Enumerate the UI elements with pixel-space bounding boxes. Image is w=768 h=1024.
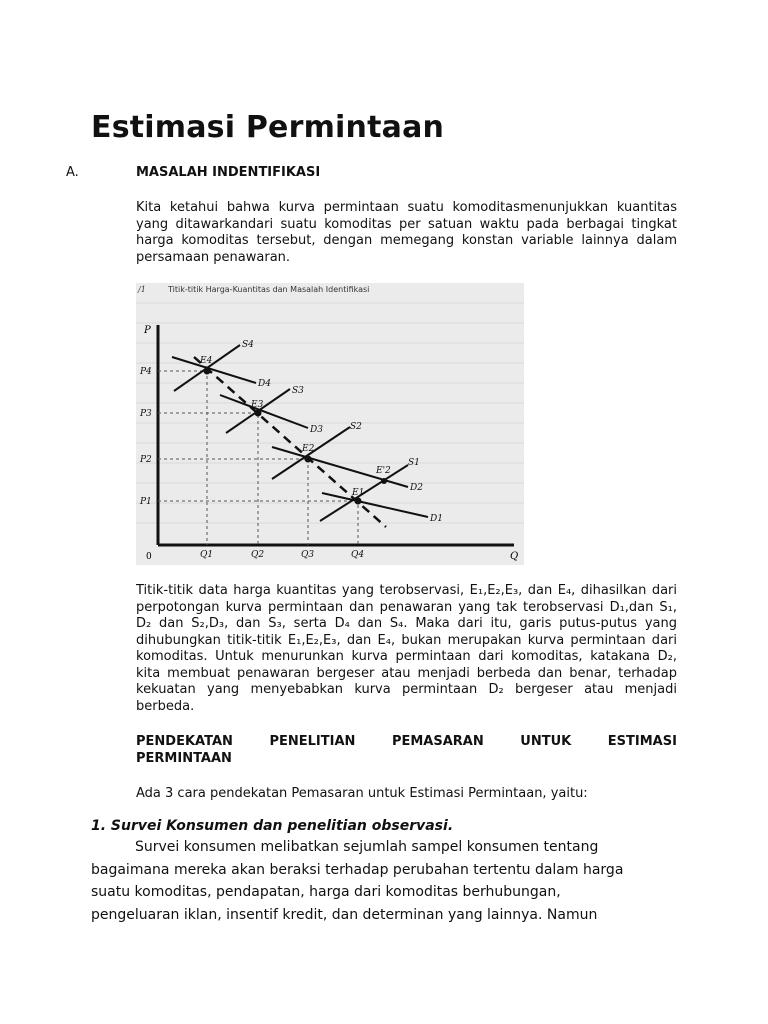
label-e4: E4: [200, 356, 213, 366]
figure-graph: [136, 283, 524, 565]
section-heading-2: [136, 734, 677, 767]
origin-label: 0: [146, 552, 152, 562]
heading2-word-5: ESTIMASI: [607, 734, 677, 749]
label-s3: S3: [292, 386, 304, 396]
paragraph-1: Kita ketahui bahwa kurva permintaan suatu komoditasmenunjukkan kuantitas yang ditawarkandari suatu komoditas per satuan waktu pada berbagai tingkat harga komoditas tersebut, dengan memegang konstan variable lainnya dalam persamaan penawaran.: [136, 200, 677, 265]
heading2-line-2: PERMINTAAN: [136, 750, 232, 766]
page-title: Estimasi Permintaan: [91, 110, 445, 145]
heading2-word-3: PEMASARAN: [391, 734, 484, 749]
label-d1: D1: [430, 514, 443, 524]
tick-q4: Q4: [351, 550, 365, 560]
section-letter: A.: [66, 165, 79, 180]
section-heading: MASALAH INDENTIFIKASI: [136, 165, 321, 180]
paragraph-3: Ada 3 cara pendekatan Pemasaran untuk Estimasi Permintaan, yaitu:: [136, 786, 588, 801]
heading2-word-4: UNTUK: [520, 734, 572, 749]
label-e1: E1: [352, 488, 365, 498]
tick-p1: P1: [140, 497, 152, 507]
heading2-word-1: PENDEKATAN: [136, 734, 233, 749]
label-s4: S4: [242, 340, 254, 350]
label-s1: S1: [408, 458, 420, 468]
figure-supply-demand: [136, 283, 524, 565]
point-e2-prime: [381, 478, 387, 484]
label-e2-prime: E'2: [376, 466, 391, 476]
label-s2: S2: [350, 422, 362, 432]
tick-q3: Q3: [301, 550, 315, 560]
tick-p2: P2: [140, 455, 152, 465]
tick-p4: P4: [140, 367, 152, 377]
label-d4: D4: [258, 379, 271, 389]
tick-q1: Q1: [200, 550, 214, 560]
paragraph-2: Titik-titik data harga kuantitas yang terobservasi, E₁,E₂,E₃, dan E₄, dihasilkan dari perpotongan kurva permintaan dan penawaran yang tak terobservasi D₁,dan S₁, D₂ dan S₂,D₃, dan S₃, serta D₄ dan S₄. Maka dari itu, garis putus-putus yang dihubungkan titik-titik E₁,E₂,E₃, dan E₄, bukan merupakan kurva permintaan dari komoditas. Untuk menurunkan kurva permintaan dari komoditas, katakana D₂, kita membuat penawaran bergeser atau menjadi berbeda dan benar, terhadap kekuatan yang menyebabkan kurva permintaan D₂ bergeser atau menjadi berbeda.: [136, 583, 677, 714]
label-d2: D2: [410, 483, 423, 493]
x-axis-label: Q: [510, 551, 519, 562]
figure-number: /1: [138, 285, 146, 294]
tick-p3: P3: [140, 409, 152, 419]
tick-q2: Q2: [251, 550, 265, 560]
label-d3: D3: [310, 425, 323, 435]
point-e4: [204, 368, 211, 375]
list-item-text-1: Survei konsumen melibatkan sejumlah sampel konsumen tentang bagaimana mereka akan beraksi terhadap perubahan tertentu dalam harga suatu komoditas, pendapatan, harga dari komoditas berhubungan, pengeluaran iklan, insentif kredit, dan determinan yang lainnya. Namun: [91, 839, 624, 923]
point-e1: [355, 498, 362, 505]
heading2-word-2: PENELITIAN: [269, 734, 356, 749]
label-e2: E2: [302, 444, 315, 454]
list-item-heading-1: 1. Survei Konsumen dan penelitian observasi.: [91, 818, 454, 834]
point-e2: [305, 456, 312, 463]
point-e3: [255, 410, 262, 417]
y-axis-label: P: [144, 325, 151, 336]
label-e3: E3: [251, 400, 264, 410]
figure-caption: Titik-titik Harga-Kuantitas dan Masalah Identifikasi: [168, 285, 370, 294]
